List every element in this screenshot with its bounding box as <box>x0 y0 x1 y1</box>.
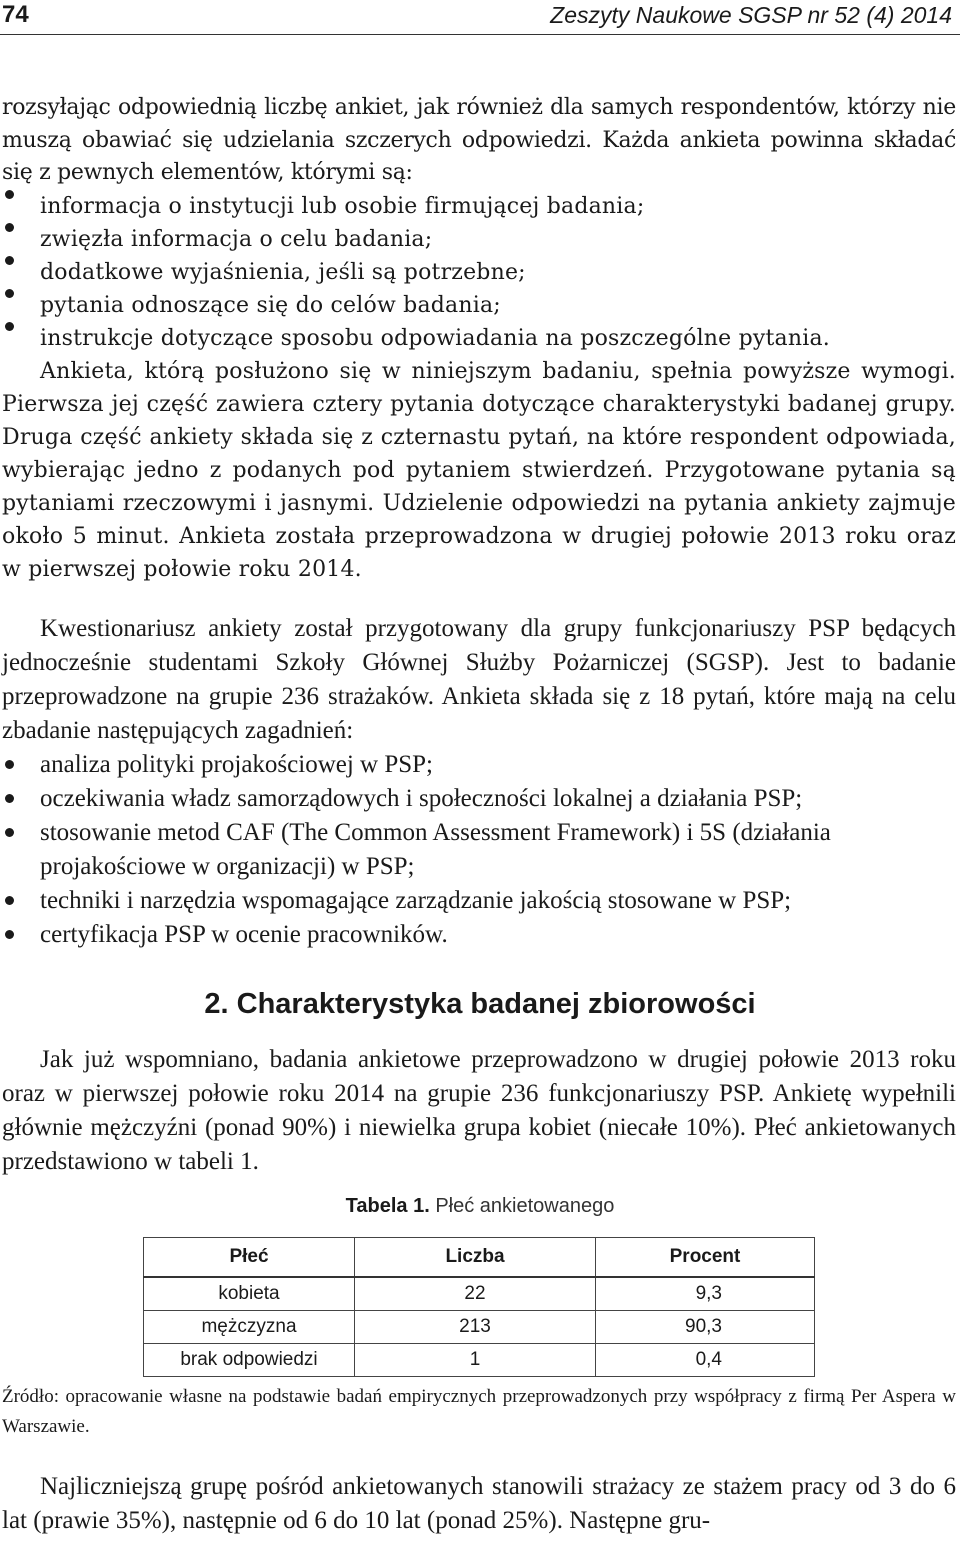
table-caption <box>0 1192 960 1220</box>
cell-gender: mężczyzna <box>144 1311 355 1344</box>
gender-table <box>143 1237 815 1377</box>
cell-count: 213 <box>355 1311 596 1344</box>
text-block-a <box>2 92 956 586</box>
section-heading: 2. Charakterystyka badanej zbiorowości <box>204 988 756 1020</box>
list-item: pytania odnoszące się do celów badania; <box>2 289 956 322</box>
paragraph-characteristics: Jak już wspomniano, badania ankietowe przeprowadzono w drugiej połowie 2013 roku oraz w pierwszej połowie roku 2014 na grupie 236 funkcjonariuszy PSP. Ankietę wypełnili głównie mężczyźni (ponad 90%) i niewielka grupa kobiet (niecałe 10%). Płeć ankietowanych przedstawiono w tabeli 1. <box>2 1046 956 1175</box>
paragraph-questionnaire: Ankieta, którą posłużono się w niniejszym badaniu, spełnia powyższe wymogi. Pierwsza jej część zawiera cztery pytania dotyczące charakterystyki badanej grupy. Druga część ankiety składa się z czternastu pytań, na które respondent odpowiada, wybierając jedno z podanych pod pytaniem stwierdzeń. Przygotowane pytania są pytaniami rzeczowymi i jasnymi. Udzielenie odpowiedzi na pytania ankiety zajmuje około 5 minut. Ankieta została przeprowadzona w drugiej połowie 2013 roku oraz w pierwszej połowie roku 2014. <box>2 359 956 583</box>
list-item: dodatkowe wyjaśnienia, jeśli są potrzebne; <box>2 256 956 289</box>
column-header-gender: Płeć <box>144 1238 355 1278</box>
list-item: instrukcje dotyczące sposobu odpowiadania na poszczególne pytania. <box>2 322 956 355</box>
list-item: techniki i narzędzia wspomagające zarządzanie jakością stosowane w PSP; <box>2 884 956 918</box>
cell-percent: 0,4 <box>596 1344 815 1377</box>
table-row <box>144 1344 815 1377</box>
list-item: informacja o instytucji lub osobie firmującej badania; <box>2 190 956 223</box>
cell-gender: kobieta <box>144 1277 355 1311</box>
list-item: oczekiwania władz samorządowych i społeczności lokalnej a działania PSP; <box>2 782 956 816</box>
paragraph-seniority: Najliczniejszą grupę pośród ankietowanych stanowili strażacy ze stażem pracy od 3 do 6 lat (prawie 35%), następnie od 6 do 10 lat (ponad 25%). Następne gru- <box>2 1473 956 1534</box>
cell-count: 22 <box>355 1277 596 1311</box>
table-row <box>144 1311 815 1344</box>
list-item: analiza polityki projakościowej w PSP; <box>2 748 956 782</box>
research-topics-list <box>2 748 956 952</box>
table-caption-text: Płeć ankietowanego <box>435 1195 615 1217</box>
list-item: certyfikacja PSP w ocenie pracowników. <box>2 918 956 952</box>
journal-title: Zeszyty Naukowe SGSP nr 52 (4) 2014 <box>550 2 952 28</box>
table-row <box>144 1277 815 1311</box>
cell-percent: 9,3 <box>596 1277 815 1311</box>
list-item: zwięzła informacja o celu badania; <box>2 223 956 256</box>
column-header-percent: Procent <box>596 1238 815 1278</box>
questionnaire-elements-list <box>2 190 956 355</box>
table-caption-label: Tabela 1. <box>345 1195 430 1217</box>
cell-count: 1 <box>355 1344 596 1377</box>
cell-percent: 90,3 <box>596 1311 815 1344</box>
page-number: 74 <box>2 1 29 28</box>
running-header <box>0 0 960 35</box>
table-header-row <box>144 1238 815 1278</box>
text-block-b <box>2 612 956 952</box>
cell-gender: brak odpowiedzi <box>144 1344 355 1377</box>
list-item: stosowanie metod CAF (The Common Assessment Framework) i 5S (działania projakościowe w organizacji) w PSP; <box>2 816 956 884</box>
paragraph-kwestionariusz: Kwestionariusz ankiety został przygotowany dla grupy funkcjonariuszy PSP będących jednocześnie studentami Szkoły Głównej Służby Pożarniczej (SGSP). Jest to badanie przeprowadzone na grupie 236 strażaków. Ankieta składa się z 18 pytań, które mają na celu zbadanie następujących zagadnień: <box>2 615 956 744</box>
column-header-count: Liczba <box>355 1238 596 1278</box>
paragraph-intro: rozsyłając odpowiednią liczbę ankiet, jak również dla samych respondentów, którzy nie muszą obawiać się udzielania szczerych odpowiedzi. Każda ankieta powinna składać się z pewnych elementów, którymi są: <box>2 95 956 186</box>
table-source-note: Źródło: opracowanie własne na podstawie badań empirycznych przeprowadzonych przy współpracy z firmą Per Aspera w Warszawie. <box>2 1386 956 1437</box>
text-block-d <box>2 1470 956 1538</box>
text-block-c <box>2 1043 956 1179</box>
